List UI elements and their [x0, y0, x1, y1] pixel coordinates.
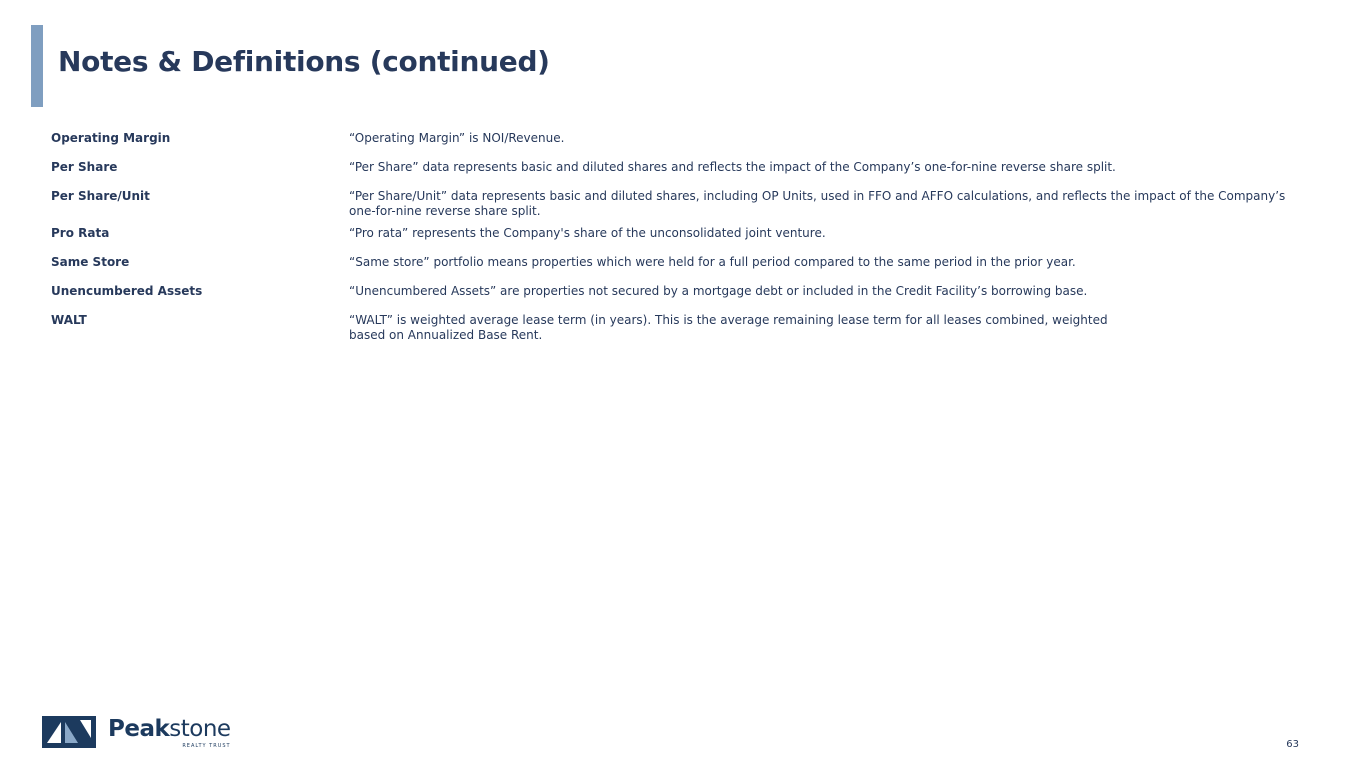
definition-row-unencumbered-assets: [51, 284, 1301, 299]
logo-wordmark-bold: Peak: [108, 716, 170, 742]
definition-row-same-store: [51, 255, 1301, 270]
definition-row-walt: [51, 313, 1301, 343]
definition-text: [349, 313, 1301, 343]
page-title: Notes & Definitions (continued): [58, 45, 550, 78]
definition-text: “Per Share/Unit” data represents basic and diluted shares, including OP Units, used in FFO and AFFO calculations, and reflects the impact of the Company’s one-for-nine reverse share split.: [349, 189, 1286, 218]
definition-row-operating-margin: [51, 131, 1301, 146]
company-logo: [42, 716, 231, 749]
definition-term: Same Store: [51, 255, 130, 269]
definition-row-per-share-unit: [51, 189, 1301, 219]
definition-term: WALT: [51, 313, 87, 327]
logo-wordmark: [108, 716, 231, 742]
definition-term: Per Share: [51, 160, 118, 174]
definition-term: Pro Rata: [51, 226, 110, 240]
title-accent-bar: [31, 25, 43, 107]
definition-text-line: based on Annualized Base Rent.: [349, 328, 543, 342]
definition-text: “Pro rata” represents the Company's share of the unconsolidated joint venture.: [349, 226, 826, 240]
definition-text: “Per Share” data represents basic and diluted shares and reflects the impact of the Company’s one-for-nine reverse share split.: [349, 160, 1116, 174]
definition-text: “Same store” portfolio means properties which were held for a full period compared to the same period in the prior year.: [349, 255, 1076, 269]
page-number: 63: [1286, 739, 1299, 750]
definition-row-pro-rata: [51, 226, 1301, 241]
logo-tagline: REALTY TRUST: [182, 743, 231, 749]
logo-wordmark-regular: stone: [169, 716, 231, 742]
definition-term: Operating Margin: [51, 131, 171, 145]
definition-term: Unencumbered Assets: [51, 284, 203, 298]
definition-term: Per Share/Unit: [51, 189, 150, 203]
definition-text: “Unencumbered Assets” are properties not secured by a mortgage debt or included in the Credit Facility’s borrowing base.: [349, 284, 1088, 298]
logo-text: [108, 716, 231, 749]
definition-row-per-share: [51, 160, 1301, 175]
definition-text-line: “WALT” is weighted average lease term (in years). This is the average remaining lease term for all leases combined, weighted: [349, 313, 1108, 327]
definitions-list: [51, 131, 1301, 357]
definition-text: “Operating Margin” is NOI/Revenue.: [349, 131, 565, 145]
mountain-logo-icon: [42, 716, 96, 748]
